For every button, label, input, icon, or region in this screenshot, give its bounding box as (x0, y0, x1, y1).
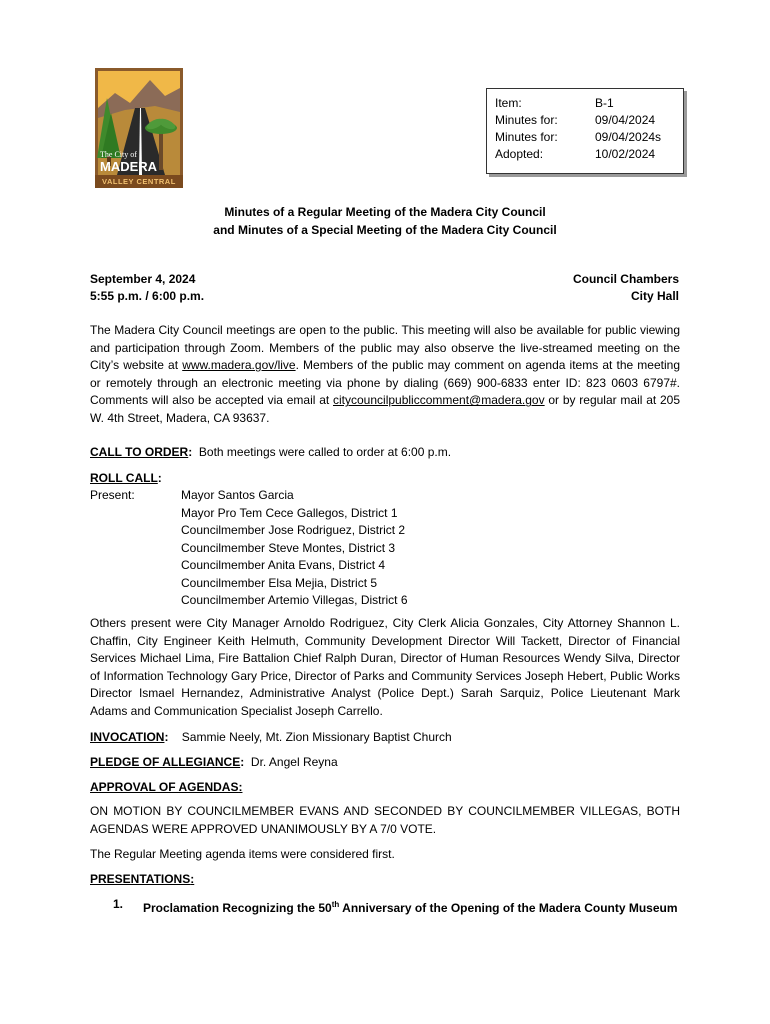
minutes-for-value-2: 09/04/2024s (595, 130, 662, 144)
public-comment-email-link[interactable]: citycouncilpubliccomment@madera.gov (333, 393, 545, 408)
city-of-madera-logo (95, 68, 183, 188)
item-label: Item: (495, 96, 522, 110)
logo-text-line3: VALLEY CENTRAL (102, 177, 176, 186)
minutes-for-label-2: Minutes for: (495, 130, 558, 144)
roll-call-heading: ROLL CALL: (90, 471, 162, 485)
member-item: Councilmember Artemio Villegas, District 6 (181, 593, 408, 607)
call-to-order-text: Both meetings were called to order at 6:00 p.m. (198, 445, 452, 459)
call-to-order-label: CALL TO ORDER (90, 445, 189, 459)
intro-text-1: The Madera City Council meetings are open to the public. This meeting will also be available for public viewing and participation through Zoom. Members of the public may also observe the live-streamed meeting on the City’s website at (90, 323, 680, 373)
live-stream-link[interactable]: www.madera.gov/live (182, 358, 296, 373)
member-list (181, 487, 408, 610)
presentation-title-sup: th (331, 900, 340, 909)
minutes-for-value: 09/04/2024 (595, 113, 656, 127)
presentation-item-number: 1. (113, 897, 124, 911)
invocation-label: INVOCATION (90, 730, 165, 744)
member-item: Councilmember Anita Evans, District 4 (181, 558, 386, 572)
invocation-text: Sammie Neely, Mt. Zion Missionary Baptist Church (181, 730, 452, 744)
document-title (60, 203, 710, 239)
approval-heading: APPROVAL OF AGENDAS: (90, 780, 243, 794)
member-item: Councilmember Elsa Mejia, District 5 (181, 575, 378, 590)
adopted-value: 10/02/2024 (595, 147, 656, 161)
member-item: Councilmember Steve Montes, District 3 (181, 540, 396, 555)
pledge-label: PLEDGE OF ALLEGIANCE (90, 755, 241, 769)
presentation-title-part2: Anniversary of the Opening of the Madera County Museum (339, 901, 678, 915)
presentations-label: PRESENTATIONS (90, 872, 191, 886)
call-to-order: CALL TO ORDER: Both meetings were called to order at 6:00 p.m. (90, 445, 452, 459)
member-item: Mayor Santos Garcia (181, 488, 294, 502)
others-present-paragraph: Others present were City Manager Arnoldo Rodriguez, City Clerk Alicia Gonzales, City Attorney Shannon L. Chaffin, City Engineer Keith Helmuth, Community Development Director Will Tackett, Director of Financial Services Michael Lima, Fire Battalion Chief Ralph Duran, Director of Human Resources Wendy Silva, Director of Information Technology Gary Price, Director of Parks and Community Services Joseph Hebert, Public Works Director Ismael Hernandez, Administrative Analyst (Police Dept.) Sarah Sarquiz, Police Lieutenant Mark Adams and Communication Specialist Joseph Carrello. (90, 616, 680, 718)
intro-text-2: . Members of the public may comment on agenda items at the meeting or remotely through an electronic meeting via phone by dialing (669) 900-6833 enter ID: 823 0603 6797#. Comments will also be accepted via email at (90, 358, 680, 408)
presentations-heading: PRESENTATIONS: (90, 872, 195, 886)
title-line-2: and Minutes of a Special Meeting of the Madera City Council (213, 223, 557, 237)
item-info-box (486, 88, 684, 174)
logo-text-line2: MADERA (100, 159, 158, 174)
approval-label: APPROVAL OF AGENDAS (90, 780, 239, 794)
approval-motion: ON MOTION BY COUNCILMEMBER EVANS AND SECONDED BY COUNCILMEMBER VILLEGAS, BOTH AGENDAS WERE APPROVED UNANIMOUSLY BY A 7/0 VOTE. (90, 804, 680, 836)
roll-call-label: ROLL CALL (90, 471, 158, 485)
invocation: INVOCATION: Sammie Neely, Mt. Zion Missionary Baptist Church (90, 730, 452, 744)
meeting-time: 5:55 p.m. / 6:00 p.m. (90, 289, 205, 303)
item-value: B-1 (595, 96, 614, 110)
presentation-title-part1: Proclamation Recognizing the 50 (143, 901, 332, 915)
pledge-of-allegiance: PLEDGE OF ALLEGIANCE: Dr. Angel Reyna (90, 755, 338, 769)
meeting-location: Council Chambers (572, 272, 679, 286)
intro-text-3: or by regular mail at 205 W. 4th Street, Madera, CA 93637. (90, 393, 681, 425)
intro-paragraph (90, 322, 680, 428)
adopted-label: Adopted: (495, 147, 544, 161)
pledge-text: Dr. Angel Reyna (250, 755, 338, 769)
member-item: Councilmember Jose Rodriguez, District 2 (181, 523, 406, 537)
meeting-building: City Hall (630, 289, 679, 303)
title-line-1: Minutes of a Regular Meeting of the Madera City Council (224, 205, 546, 219)
approval-note: The Regular Meeting agenda items were considered first. (90, 847, 395, 861)
member-item: Mayor Pro Tem Cece Gallegos, District 1 (181, 505, 398, 520)
present-label: Present: (90, 488, 135, 502)
meeting-date: September 4, 2024 (90, 272, 196, 286)
logo-text-line1: The City of (100, 150, 137, 159)
minutes-for-label: Minutes for: (495, 113, 558, 127)
presentation-item-title (143, 896, 678, 918)
